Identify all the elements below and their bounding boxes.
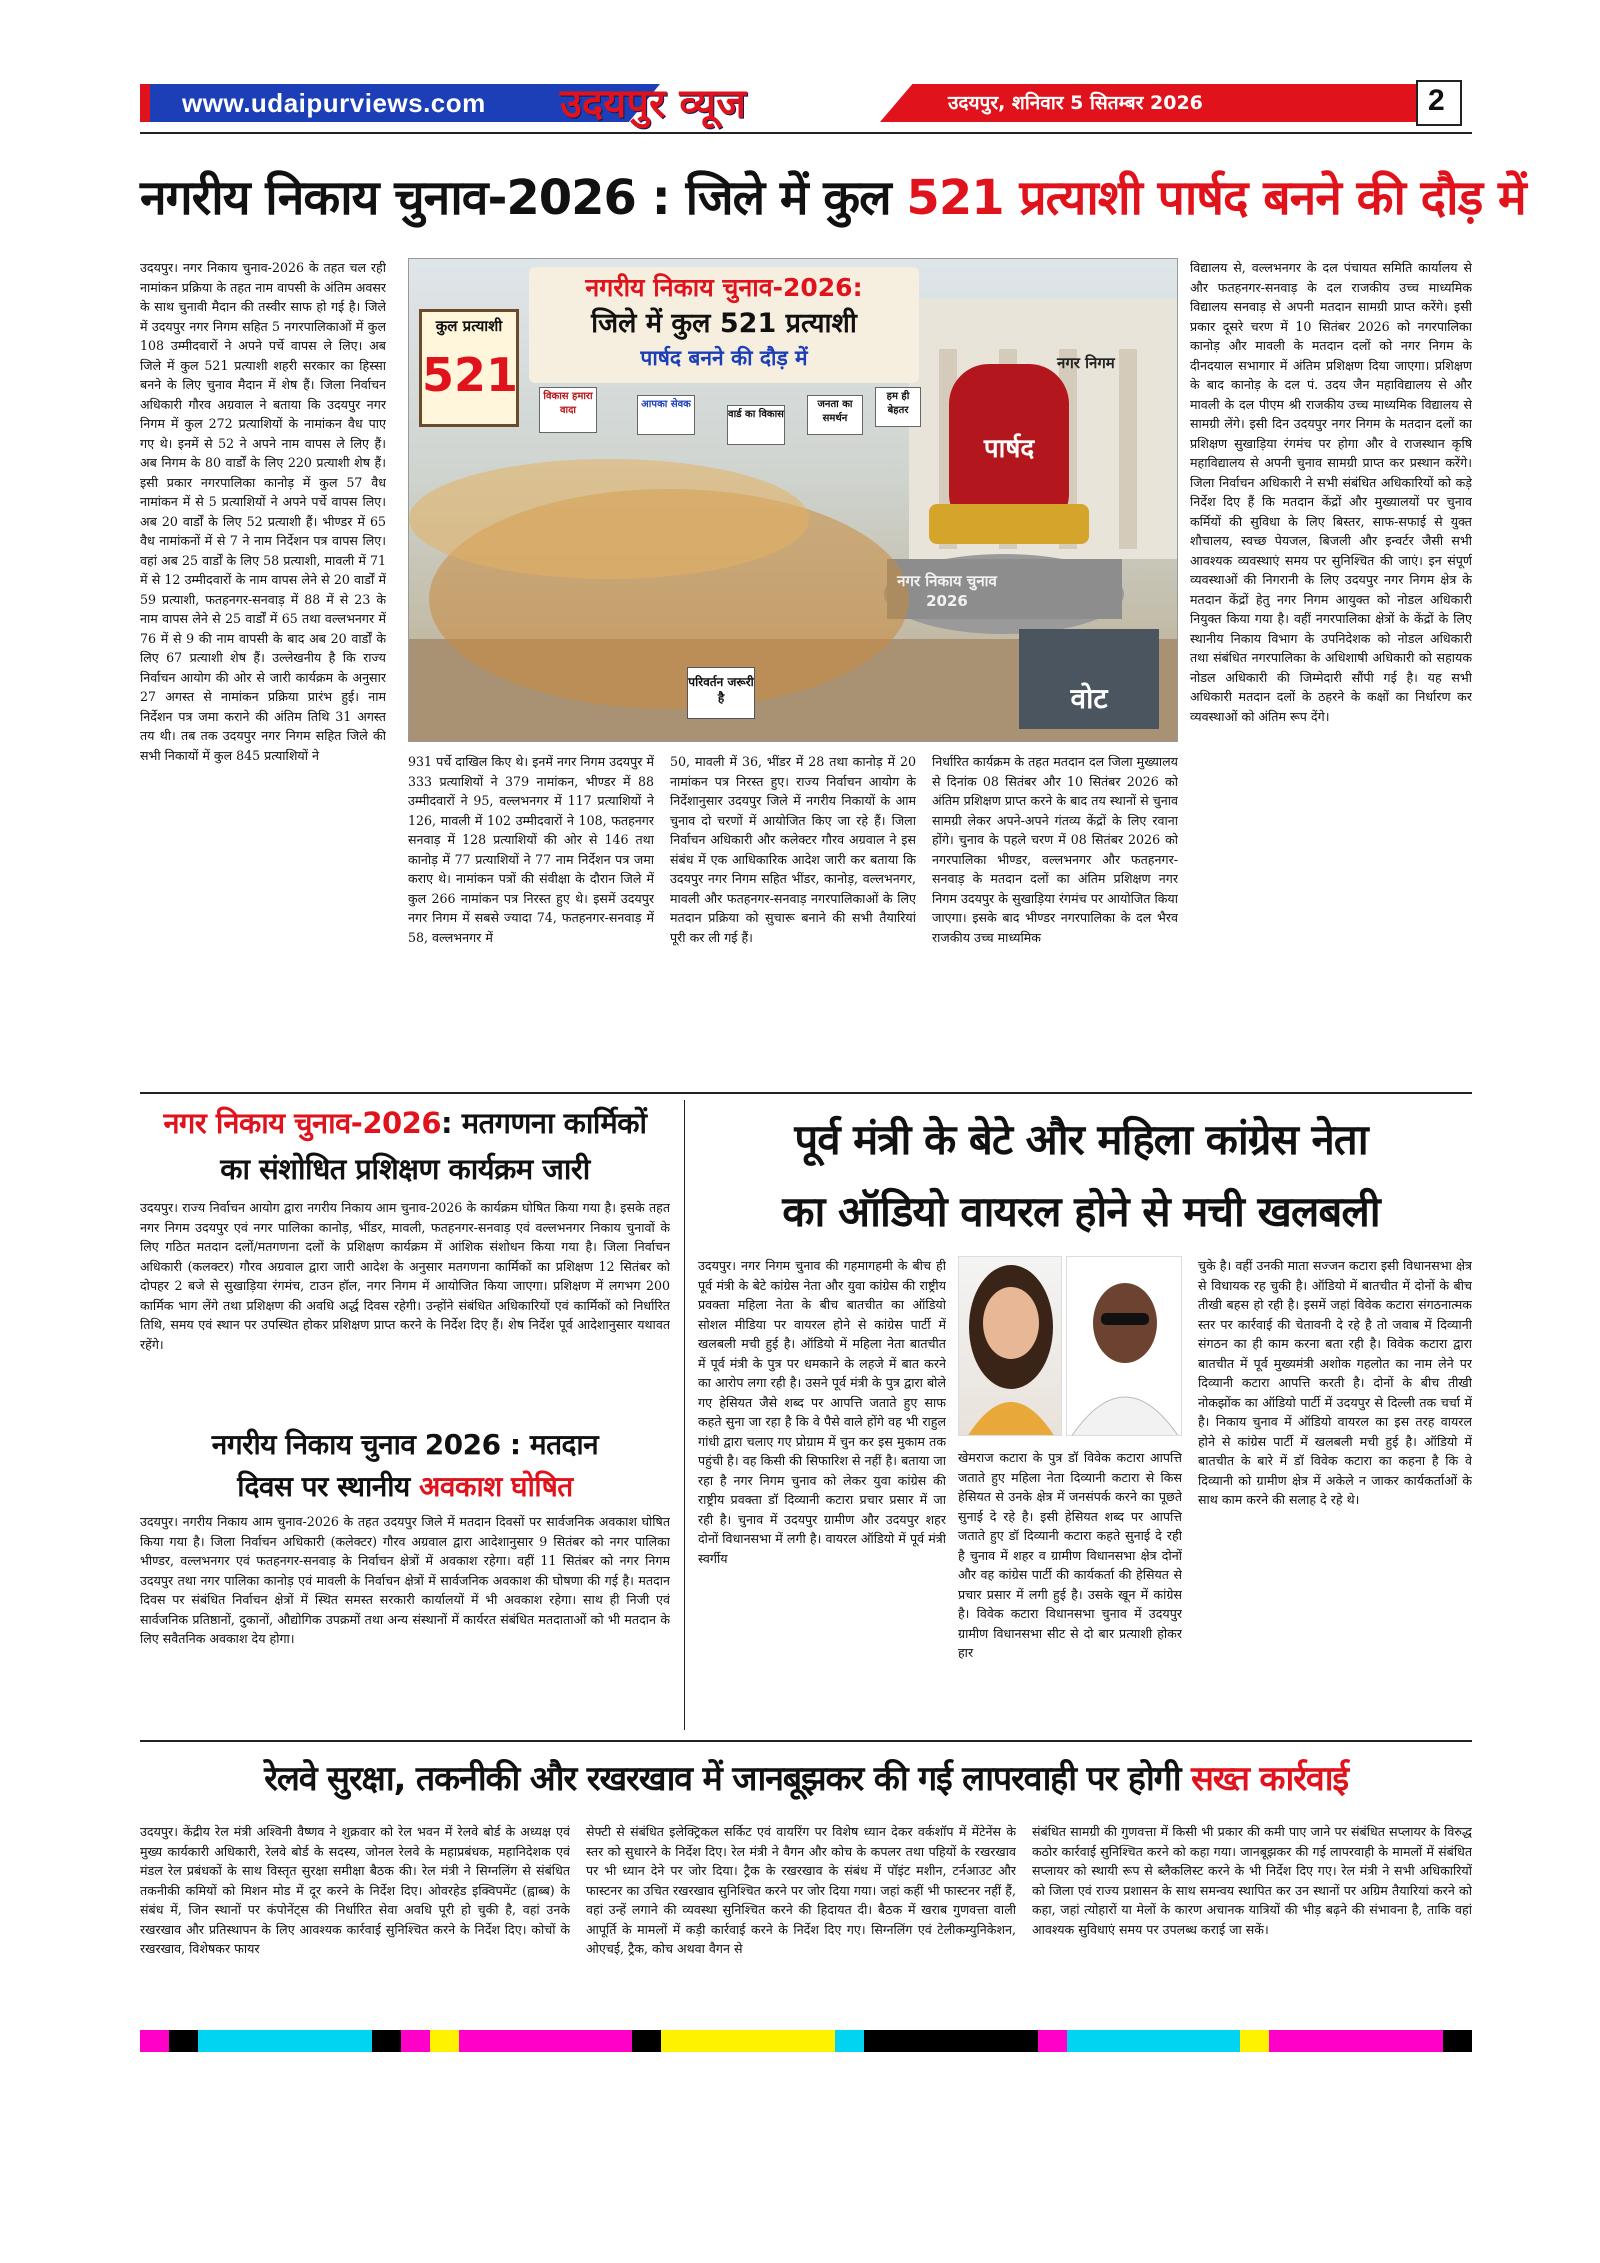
training-article bbox=[140, 1198, 670, 1418]
lead-article-col1 bbox=[140, 258, 386, 1080]
color-swatch bbox=[1067, 2030, 1241, 2052]
color-swatch bbox=[169, 2030, 198, 2052]
audio-article-col1 bbox=[698, 1256, 946, 1730]
lead-article-col2 bbox=[408, 752, 654, 1080]
face-shape bbox=[983, 1287, 1039, 1359]
lead-text-col5: विद्यालय से, वल्लभनगर के दल पंचायत समिति कार्यालय से और फतहनगर-सनवाड़ के दल राजकीय उच्च माध्यमिक विद्यालय सनवाड़ से अपनी मतदान सामग्री प्राप्त करेंगे। इसी प्रकार दूसरे चरण में 10 सितंबर 2026 को नगरपालिका कानोड़ और मावली के मतदान दलों को नगर निगम के दीनदयाल सभागार में अंतिम प्रशिक्षण दिया जाएगा। प्रशिक्षण के बाद कानोड़ के दल पं. उदय जैन महाविद्यालय से और मावली के दल पीएम श्री राजकीय उच्च माध्यमिक विद्यालय से सामग्री लेंगे। इसी दिन उदयपुर नगर निगम के मतदान दलों का प्रशिक्षण सुखाड़िया रंगमंच पर होगा और वे राजस्थान कृषि महाविद्यालय से अपनी चुनाव सामग्री प्राप्त कर प्रस्थान करेंगे। जिला निर्वाचन अधिकारी ने सभी संबंधित अधिकारियों को कड़े निर्देश दिए हैं कि मतदान केंद्रों और मुख्यालयों पर चुनाव कर्मियों की सुविधा के लिए बिस्तर, साफ-सफाई से युक्त शौचालय, स्वच्छ पेयजल, बिजली और इन्वर्टर जैसी सभी आवश्यक व्यवस्थाएं समय पर सुनिश्चित की जाएं। इन संपूर्ण व्यवस्थाओं की निगरानी के लिए उदयपुर नगर निगम क्षेत्र के मतदान केंद्रों हेतु नगर निगम आयुक्त को नोडल अधिकारी नियुक्त किया गया है। वहीं नगरपालिका क्षेत्रों के केंद्रों के लिए स्थानीय निकाय विभाग के उपनिदेशक को नोडल अधिकारी तथा संबंधित नगरपालिका के अधिशाषी अधिकारी को सहायक नोडल अधिकारी की जिम्मेदारी सौंपी गई है। यह सभी अधिकारी मतदान दलों के ठहरने के कक्षों का निर्धारण कर व्यवस्थाओं को अंतिम रूप देंगे। bbox=[1190, 260, 1472, 724]
holiday-headline-line2: दिवस पर स्थानीय bbox=[237, 1470, 410, 1503]
color-swatch bbox=[198, 2030, 372, 2052]
railway-article-col2 bbox=[586, 1822, 1016, 2022]
training-headline-line1: : मतगणना कार्मिकों bbox=[441, 1106, 647, 1140]
holiday-headline-line1: नगरीय निकाय चुनाव 2026 : मतदान bbox=[211, 1428, 599, 1461]
audio-article-col2 bbox=[958, 1448, 1182, 1730]
placard: विकास हमारा वादा bbox=[539, 387, 597, 433]
railway-top-rule bbox=[140, 1740, 1472, 1742]
woman-portrait-icon bbox=[959, 1257, 1062, 1436]
audio-headline-line1: पूर्व मंत्री के बेटे और महिला कांग्रेस नेता bbox=[794, 1115, 1368, 1164]
photo-man bbox=[1066, 1256, 1182, 1436]
chair-seat bbox=[929, 504, 1089, 544]
chair-label: पार्षद bbox=[983, 434, 1035, 464]
building-column bbox=[1119, 349, 1137, 549]
placard: हम ही बेहतर bbox=[875, 387, 921, 427]
vertical-divider bbox=[684, 1100, 685, 1730]
holiday-headline bbox=[140, 1424, 670, 1508]
masthead bbox=[140, 80, 1472, 128]
masthead-logo: उदयपुर व्यूज bbox=[560, 81, 746, 127]
page-number: 2 bbox=[1428, 84, 1445, 117]
placard: जनता का समर्थन bbox=[807, 395, 863, 435]
color-swatch bbox=[140, 2030, 169, 2052]
audio-text-col2: खेमराज कटारा के पुत्र डॉ विवेक कटारा आपत्ति जताते हुए महिला नेता दिव्यानी कटारा से किस हेसियत से उनके क्षेत्र में जनसंपर्क करने का पूछते सुनाई दे रहे है। इसी हेसियत शब्द पर आपत्ति जताते हुए डॉ दिव्यानी कटारा कहते सुनाई दे रही है चुनाव में शहर व ग्रामीण विधानसभा क्षेत्र दोनों और वह कांग्रेस पार्टी की कार्यकर्ता की हेसियत से प्रचार प्रसार में लगी हुई है। उसके खून में कांग्रेस है। विवेक कटारा विधानसभा चुनाव में उदयपुर ग्रामीण विधानसभा सीट से दो बार प्रत्याशी होकर हार bbox=[958, 1450, 1182, 1660]
illustration-title-banner bbox=[529, 267, 919, 383]
training-text: उदयपुर। राज्य निर्वाचन आयोग द्वारा नगरीय निकाय आम चुनाव-2026 के कार्यक्रम घोषित किया गया है। इसके तहत नगर निगम उदयपुर एवं नगर पालिका कानोड़, भींडर, मावली, फतहनगर-सनवाड़ एवं वल्लभनगर निकाय चुनावों के लिए गठित मतदान दलों/मतगणना दलों के प्रशिक्षण कार्यक्रम में आंशिक संशोधन किया गया है। जिला निर्वाचन अधिकारी (कलक्टर) गौरव अग्रवाल द्वारा जारी आदेश के अनुसार मतगणना कार्मिकों का प्रशिक्षण 12 सितंबर को दोपहर 2 बजे से सुखाड़िया रंगमंच, टाउन हॉल, नगर निगम में आयोजित किया जाएगा। प्रशिक्षण में लगभग 200 कार्मिक भाग लेंगे तथा प्रशिक्षण की अवधि अर्द्ध दिवस रहेगी। उन्होंने संबंधित अधिकारियों एवं कार्मिकों को निर्धारित तिथि, समय एवं स्थान पर उपस्थित होकर प्रशिक्षण प्राप्त करने के निर्देश दिए हैं। शेष निर्देश पूर्व आदेशानुसार यथावत रहेंगे। bbox=[140, 1200, 670, 1352]
masthead-rule bbox=[140, 132, 1472, 134]
lead-article-col4 bbox=[932, 752, 1178, 1080]
lead-headline bbox=[140, 164, 1526, 229]
lead-article-col5 bbox=[1190, 258, 1472, 1080]
lead-text-col2: 931 पर्चे दाखिल किए थे। इनमें नगर निगम उदयपुर में 333 प्रत्याशियों ने 379 नामांकन, भीण्डर में 88 उम्मीदवारों ने 95, वल्लभनगर में 117 प्रत्याशियों ने 126, मावली में 102 उम्मीदवारों ने 108, फतहनगर सनवाड़ में 128 प्रत्याशियों की ओर से 146 तथा कानोड़ में 77 प्रत्याशियों ने 77 नाम निर्देशन पत्र जमा कराए थे। नामांकन पत्रों की संवीक्षा के दौरान जिले में कुल 266 नामांकन पत्र निरस्त हुए थे। इसमें उदयपुर नगर निगम में सबसे ज्यादा 74, फतहनगर-सनवाड़ में 58, वल्लभनगर में bbox=[408, 754, 654, 945]
photo-woman bbox=[958, 1256, 1062, 1436]
board-number: 521 bbox=[422, 348, 519, 402]
shirt-shape bbox=[1071, 1397, 1179, 1436]
color-swatch bbox=[661, 2030, 835, 2052]
lead-text-col1: उदयपुर। नगर निकाय चुनाव-2026 के तहत चल रही नामांकन प्रक्रिया के तहत नाम वापसी के अंतिम अवसर के साथ चुनावी मैदान की तस्वीर साफ हो गई है। जिले में उदयपुर नगर निगम सहित 5 नगरपालिकाओं में कुल 108 उम्मीदवारों ने अपने पर्चे वापस ले लिए। अब जिले में कुल 521 प्रत्याशी शहरी सरकार का हिस्सा बनने के लिए चुनाव मैदान में शेष हैं। जिला निर्वाचन अधिकारी गौरव अग्रवाल ने बताया कि उदयपुर नगर निगम में कुल 272 प्रत्याशियों के नामांकन वैध पाए गए थे। इनमें से 52 ने अपने नाम वापस ले लिए हैं। अब निगम के 80 वार्डों के लिए 220 प्रत्याशी शेष हैं। इसी प्रकार नगरपालिका कानोड़ में कुल 57 वैध नामांकन में से 5 प्रत्याशियों ने अपने पर्चे वापस लिए। अब 20 वार्डों के लिए 52 प्रत्याशी हैं। भीण्डर में 65 वैध नामांकनों में से 7 ने नाम निर्देशन पत्र वापस लिए। वहां अब 25 वार्डों के लिए 58 प्रत्याशी, मावली में 71 में से 12 उम्मीदवारों के नाम वापस लेने से 20 वार्डों में 59 प्रत्याशी, फतहनगर-सनवाड़ में 88 में से 23 के नाम वापस लेने से 25 वार्डों में 65 तथा वल्लभनगर में 76 में से 9 की नाम वापसी के बाद अब 20 वार्डों के लिए 67 प्रत्याशी शेष हैं। उल्लेखनीय है कि राज्य निर्वाचन आयोग की ओर से जारी कार्यक्रम के अनुसार 27 अगस्त से नामांकन प्रक्रिया प्रारंभ हुई। नाम निर्देशन पत्र जमा कराने की अंतिम तिथि 31 अगस्त तय थी। तब तक उदयपुर नगर निगम सहित जिले की सभी निकायों में कुल 845 प्रत्याशियों ने bbox=[140, 260, 386, 763]
pedestal-label: नगर निकाय चुनाव 2026 bbox=[897, 572, 997, 610]
color-swatch bbox=[1240, 2030, 1269, 2052]
holiday-headline-red: अवकाश घोषित bbox=[419, 1470, 573, 1503]
masthead-red-stripe bbox=[140, 84, 150, 122]
holiday-article bbox=[140, 1512, 670, 1732]
candidate-count-board bbox=[419, 309, 519, 427]
railway-article-col1 bbox=[140, 1822, 570, 2022]
ballot-box-label: वोट bbox=[1070, 682, 1108, 715]
audio-text-col1: उदयपुर। नगर निगम चुनाव की गहमागहमी के बीच ही पूर्व मंत्री के बेटे कांग्रेस नेता और युवा कांग्रेस की राष्ट्रीय प्रवक्ता महिला नेता के बीच बातचीत का ऑडियो सोशल मीडिया पर वायरल होने से कांग्रेस पार्टी में खलबली मची हुई है। ऑडियो में महिला नेता बातचीत में पूर्व मंत्री के पुत्र पर धमकाने के लहजे में बात करने का आरोप लगा रही है। उसने पूर्व मंत्री के पुत्र द्वारा बोले गए हेसियत जैसे शब्द पर आपत्ति जताते हुए साफ कहते सुना जा रहा है कि वे पैसे वाले होंगे वह भी राहुल गांधी द्वारा चलाए गए प्रोग्राम में चुन कर इस मुकाम तक पहुंची है। वह किसी की सिफारिश से नहीं है। बताया जा रहा है नगर निगम चुनाव को लेकर युवा कांग्रेस की राष्ट्रीय प्रवक्ता डॉ दिव्यानी कटारा प्रचार प्रसार में जा रही है। चुनाव में उदयपुर ग्रामीण और उदयपुर शहर दोनों विधानसभा में लगी है। वायरल ऑडियो में पूर्व मंत्री स्वर्गीय bbox=[698, 1258, 946, 1566]
sunglasses-shape bbox=[1101, 1313, 1149, 1325]
lead-bottom-rule bbox=[140, 1092, 1472, 1094]
railway-headline-red: सख्त कार्रवाई bbox=[1190, 1759, 1348, 1799]
audio-text-col3: चुके है। वहीं उनकी माता सज्जन कटारा इसी विधानसभा क्षेत्र से विधायक रह चुकी है। ऑडियो में बातचीत में दोनों के बीच तीखी बहस हो रही है। इसमें जहां विवेक कटारा संगठनात्मक स्तर पर कार्रवाई की चेतावनी दे रहे है तो जवाब में दिव्यानी संगठन का ही काम करना बता रही है। विवेक कटारा द्वारा बातचीत में पूर्व मुख्यमंत्री अशोक गहलोत का नाम लेने पर दिव्यानी कटारा आपत्ति करती है। दोनों के बीच तीखी नोकझोंक का ऑडियो पार्टी में उदयपुर से दिल्ली तक चर्चा में है। निकाय चुनाव में ऑडियो वायरल का इस तरह वायरल होने से कांग्रेस पार्टी में खलबली मची हुई है। ऑडियो में बातचीत के बारे में डॉ विवेक कटारा का कहना है कि वे दिव्यानी को ग्रामीण क्षेत्र में अकेले न जाकर कार्यकर्ताओं के साथ काम करने की सलाह दे रहे थे। bbox=[1198, 1258, 1472, 1507]
railway-article-col3 bbox=[1032, 1822, 1472, 2022]
dress-shape bbox=[967, 1402, 1055, 1436]
color-swatch bbox=[1038, 2030, 1067, 2052]
training-headline-line2: का संशोधित प्रशिक्षण कार्यक्रम जारी bbox=[220, 1152, 590, 1186]
board-label: कुल प्रत्याशी bbox=[435, 317, 503, 335]
lead-headline-black: नगरीय निकाय चुनाव-2026 : जिले में कुल bbox=[140, 170, 891, 226]
training-headline bbox=[140, 1100, 670, 1192]
placard: वार्ड का विकास bbox=[727, 405, 785, 445]
railway-text-col2: सेफ्टी से संबंधित इलेक्ट्रिकल सर्किट एवं वायरिंग पर विशेष ध्यान देकर वर्कशॉप में मेंटेनेंस के स्तर को सुधारने के निर्देश दिए। रेल मंत्री ने वैगन और कोच के कपलर तथा पहियों के रखरखाव पर भी ध्यान देने पर जोर दिया। ट्रैक के रखरखाव के संबंध में पॉइंट मशीन, टर्नआउट और फास्टनर का उचित रखरखाव सुनिश्चित करने पर जोर दिया गया। जहां कहीं भी फास्टनर नहीं हैं, वहां उन्हें लगाने की व्यवस्था सुनिश्चित करने की हिदायत दी। बैठक में खराब गुणवत्ता वाली आपूर्ति के मामलों में कड़ी कार्रवाई करने के निर्देश दिए गए। सिग्नलिंग एवं टेलीकम्युनिकेशन, ओएचई, ट्रैक, कोच अथवा वैगन से bbox=[586, 1824, 1016, 1956]
building-sign: नगर निगम bbox=[1057, 354, 1115, 372]
lead-article-col3 bbox=[670, 752, 916, 1080]
print-color-bar bbox=[140, 2030, 1472, 2052]
placard: आपका सेवक bbox=[637, 395, 695, 435]
holiday-text: उदयपुर। नगरीय निकाय आम चुनाव-2026 के तहत उदयपुर जिले में मतदान दिवसों पर सार्वजनिक अवकाश घोषित किया गया है। जिला निर्वाचन अधिकारी (कलेक्टर) गौरव अग्रवाल द्वारा आदेशानुसार 9 सितंबर को नगर पालिका भीण्डर, वल्लभनगर एवं फतहनगर-सनवाड़ के निर्वाचन क्षेत्रों में अवकाश रहेगा। वहीं 11 सितंबर को नगर निगम उदयपुर तथा नगर पालिका कानोड़ एवं मावली के निर्वाचन क्षेत्रों में सार्वजनिक अवकाश की घोषणा की गई है। मतदान दिवस पर संबंधित निर्वाचन क्षेत्रों में स्थित समस्त सरकारी कार्यालयों में भी अवकाश रहेगा। साथ ही निजी एवं सार्वजनिक प्रतिष्ठानों, दुकानों, औद्योगिक उपक्रमों तथा अन्य संस्थानों में कार्यरत संबंधित मतदाताओं को भी मतदान के लिए सवैतनिक अवकाश देय होगा। bbox=[140, 1514, 670, 1646]
illustration-title2: जिले में कुल 521 प्रत्याशी bbox=[591, 308, 857, 339]
dateline: उदयपुर, शनिवार 5 सितम्बर 2026 bbox=[948, 92, 1203, 114]
lead-text-col4: निर्धारित कार्यक्रम के तहत मतदान दल जिला मुख्यालय से दिनांक 08 सितंबर और 10 सितंबर 2026 को अंतिम प्रशिक्षण प्राप्त करने के बाद तय स्थानों से चुनाव सामग्री लेकर अपने-अपने गंतव्य केंद्रों के लिए रवाना होंगे। चुनाव के पहले चरण में 08 सितंबर 2026 को नगरपालिका भीण्डर, वल्लभनगर और फतहनगर-सनवाड़ के मतदान दलों का अंतिम प्रशिक्षण नगर निगम उदयपुर के सुखाड़िया रंगमंच पर आयोजित किया जाएगा। इसके बाद भीण्डर नगरपालिका के दल भैरव राजकीय उच्च माध्यमिक bbox=[932, 754, 1178, 945]
audio-headline bbox=[690, 1104, 1472, 1248]
lead-headline-red: 521 प्रत्याशी पार्षद बनने की दौड़ में bbox=[906, 170, 1526, 226]
illustration-title1: नगरीय निकाय चुनाव-2026: bbox=[585, 273, 863, 302]
crowd-shape bbox=[409, 459, 809, 579]
color-swatch bbox=[632, 2030, 661, 2052]
illustration-title3: पार्षद बनने की दौड़ में bbox=[640, 346, 808, 370]
color-swatch bbox=[1269, 2030, 1443, 2052]
man-portrait-icon bbox=[1067, 1257, 1182, 1436]
railway-text-col3: संबंधित सामग्री की गुणवत्ता में किसी भी प्रकार की कमी पाए जाने पर संबंधित सप्लायर के विरुद्ध कठोर कार्रवाई सुनिश्चित करने को कहा गया। जानबूझकर की गई लापरवाही के मामलों में संबंधित सप्लायर को स्थायी रूप से ब्लैकलिस्ट करने के भी निर्देश दिए गए। रेल मंत्री ने सभी अधिकारियों को जिला एवं राज्य प्रशासन के साथ समन्वय स्थापित कर उन स्थानों पर अग्रिम तैयारियां करने को कहा, जहां त्योहारों या मेलों के कारण अचानक यात्रियों की भीड़ बढ़ने की संभावना है, ताकि वहां आवश्यक सुविधाएं समय पर उपलब्ध कराई जा सकें। bbox=[1032, 1824, 1472, 1937]
color-swatch bbox=[835, 2030, 864, 2052]
railway-text-col1: उदयपुर। केंद्रीय रेल मंत्री अश्विनी वैष्णव ने शुक्रवार को रेल भवन में रेलवे बोर्ड के अध्यक्ष एवं मुख्य कार्यकारी अधिकारी, रेलवे बोर्ड के सदस्य, जोनल रेलवे के महाप्रबंधक, महानिदेशक एवं मंडल रेल प्रबंधकों के साथ विस्तृत सुरक्षा समीक्षा बैठक की। रेल मंत्री ने सिग्नलिंग से संबंधित तकनीकी कमियों को मिशन मोड में दूर करने के निर्देश दिए। ओवरहेड इक्विपमेंट (ह्वाब्ब) के संबंध में, जिन स्थानों पर कंपोनेंट्स की निर्धारित सेवा अवधि पूरी हो चुकी है, वहां उनके रखरखाव और प्रतिस्थापन के लिए आवश्यक कार्रवाई सुनिश्चित करने के निर्देश दिए। कोचों के रखरखाव, विशेषकर फायर bbox=[140, 1824, 570, 1956]
color-swatch bbox=[372, 2030, 401, 2052]
lead-text-col3: 50, मावली में 36, भींडर में 28 तथा कानोड़ में 20 नामांकन पत्र निरस्त हुए। राज्य निर्वाचन आयोग के निर्देशानुसार उदयपुर जिले में नगरीय निकायों के आम चुनाव दो चरणों में आयोजित किए जा रहे हैं। जिला निर्वाचन अधिकारी और कलेक्टर गौरव अग्रवाल ने इस संबंध में एक आधिकारिक आदेश जारी कर बताया कि उदयपुर नगर निगम सहित भींडर, कानोड़, वल्लभनगर, मावली और फतहनगर-सनवाड़ नगरपालिकाओं के लिए मतदान प्रक्रिया को सुचारू बनाने की सभी तैयारियां पूरी कर ली गई हैं। bbox=[670, 754, 916, 945]
railway-headline-black: रेलवे सुरक्षा, तकनीकी और रखरखाव में जानबूझकर की गई लापरवाही पर होगी bbox=[264, 1759, 1181, 1799]
audio-headline-line2: का ऑडियो वायरल होने से मची खलबली bbox=[782, 1187, 1380, 1236]
website-url[interactable]: www.udaipurviews.com bbox=[182, 88, 486, 118]
election-illustration bbox=[408, 258, 1178, 742]
railway-headline bbox=[140, 1754, 1472, 1800]
color-swatch bbox=[1443, 2030, 1472, 2052]
color-swatch bbox=[401, 2030, 430, 2052]
audio-article-col3 bbox=[1198, 1256, 1472, 1730]
training-headline-red: नगर निकाय चुनाव-2026 bbox=[163, 1106, 442, 1140]
color-swatch bbox=[864, 2030, 1038, 2052]
color-swatch bbox=[430, 2030, 459, 2052]
color-swatch bbox=[459, 2030, 633, 2052]
bottom-sign: परिवर्तन जरूरी है bbox=[687, 667, 755, 719]
